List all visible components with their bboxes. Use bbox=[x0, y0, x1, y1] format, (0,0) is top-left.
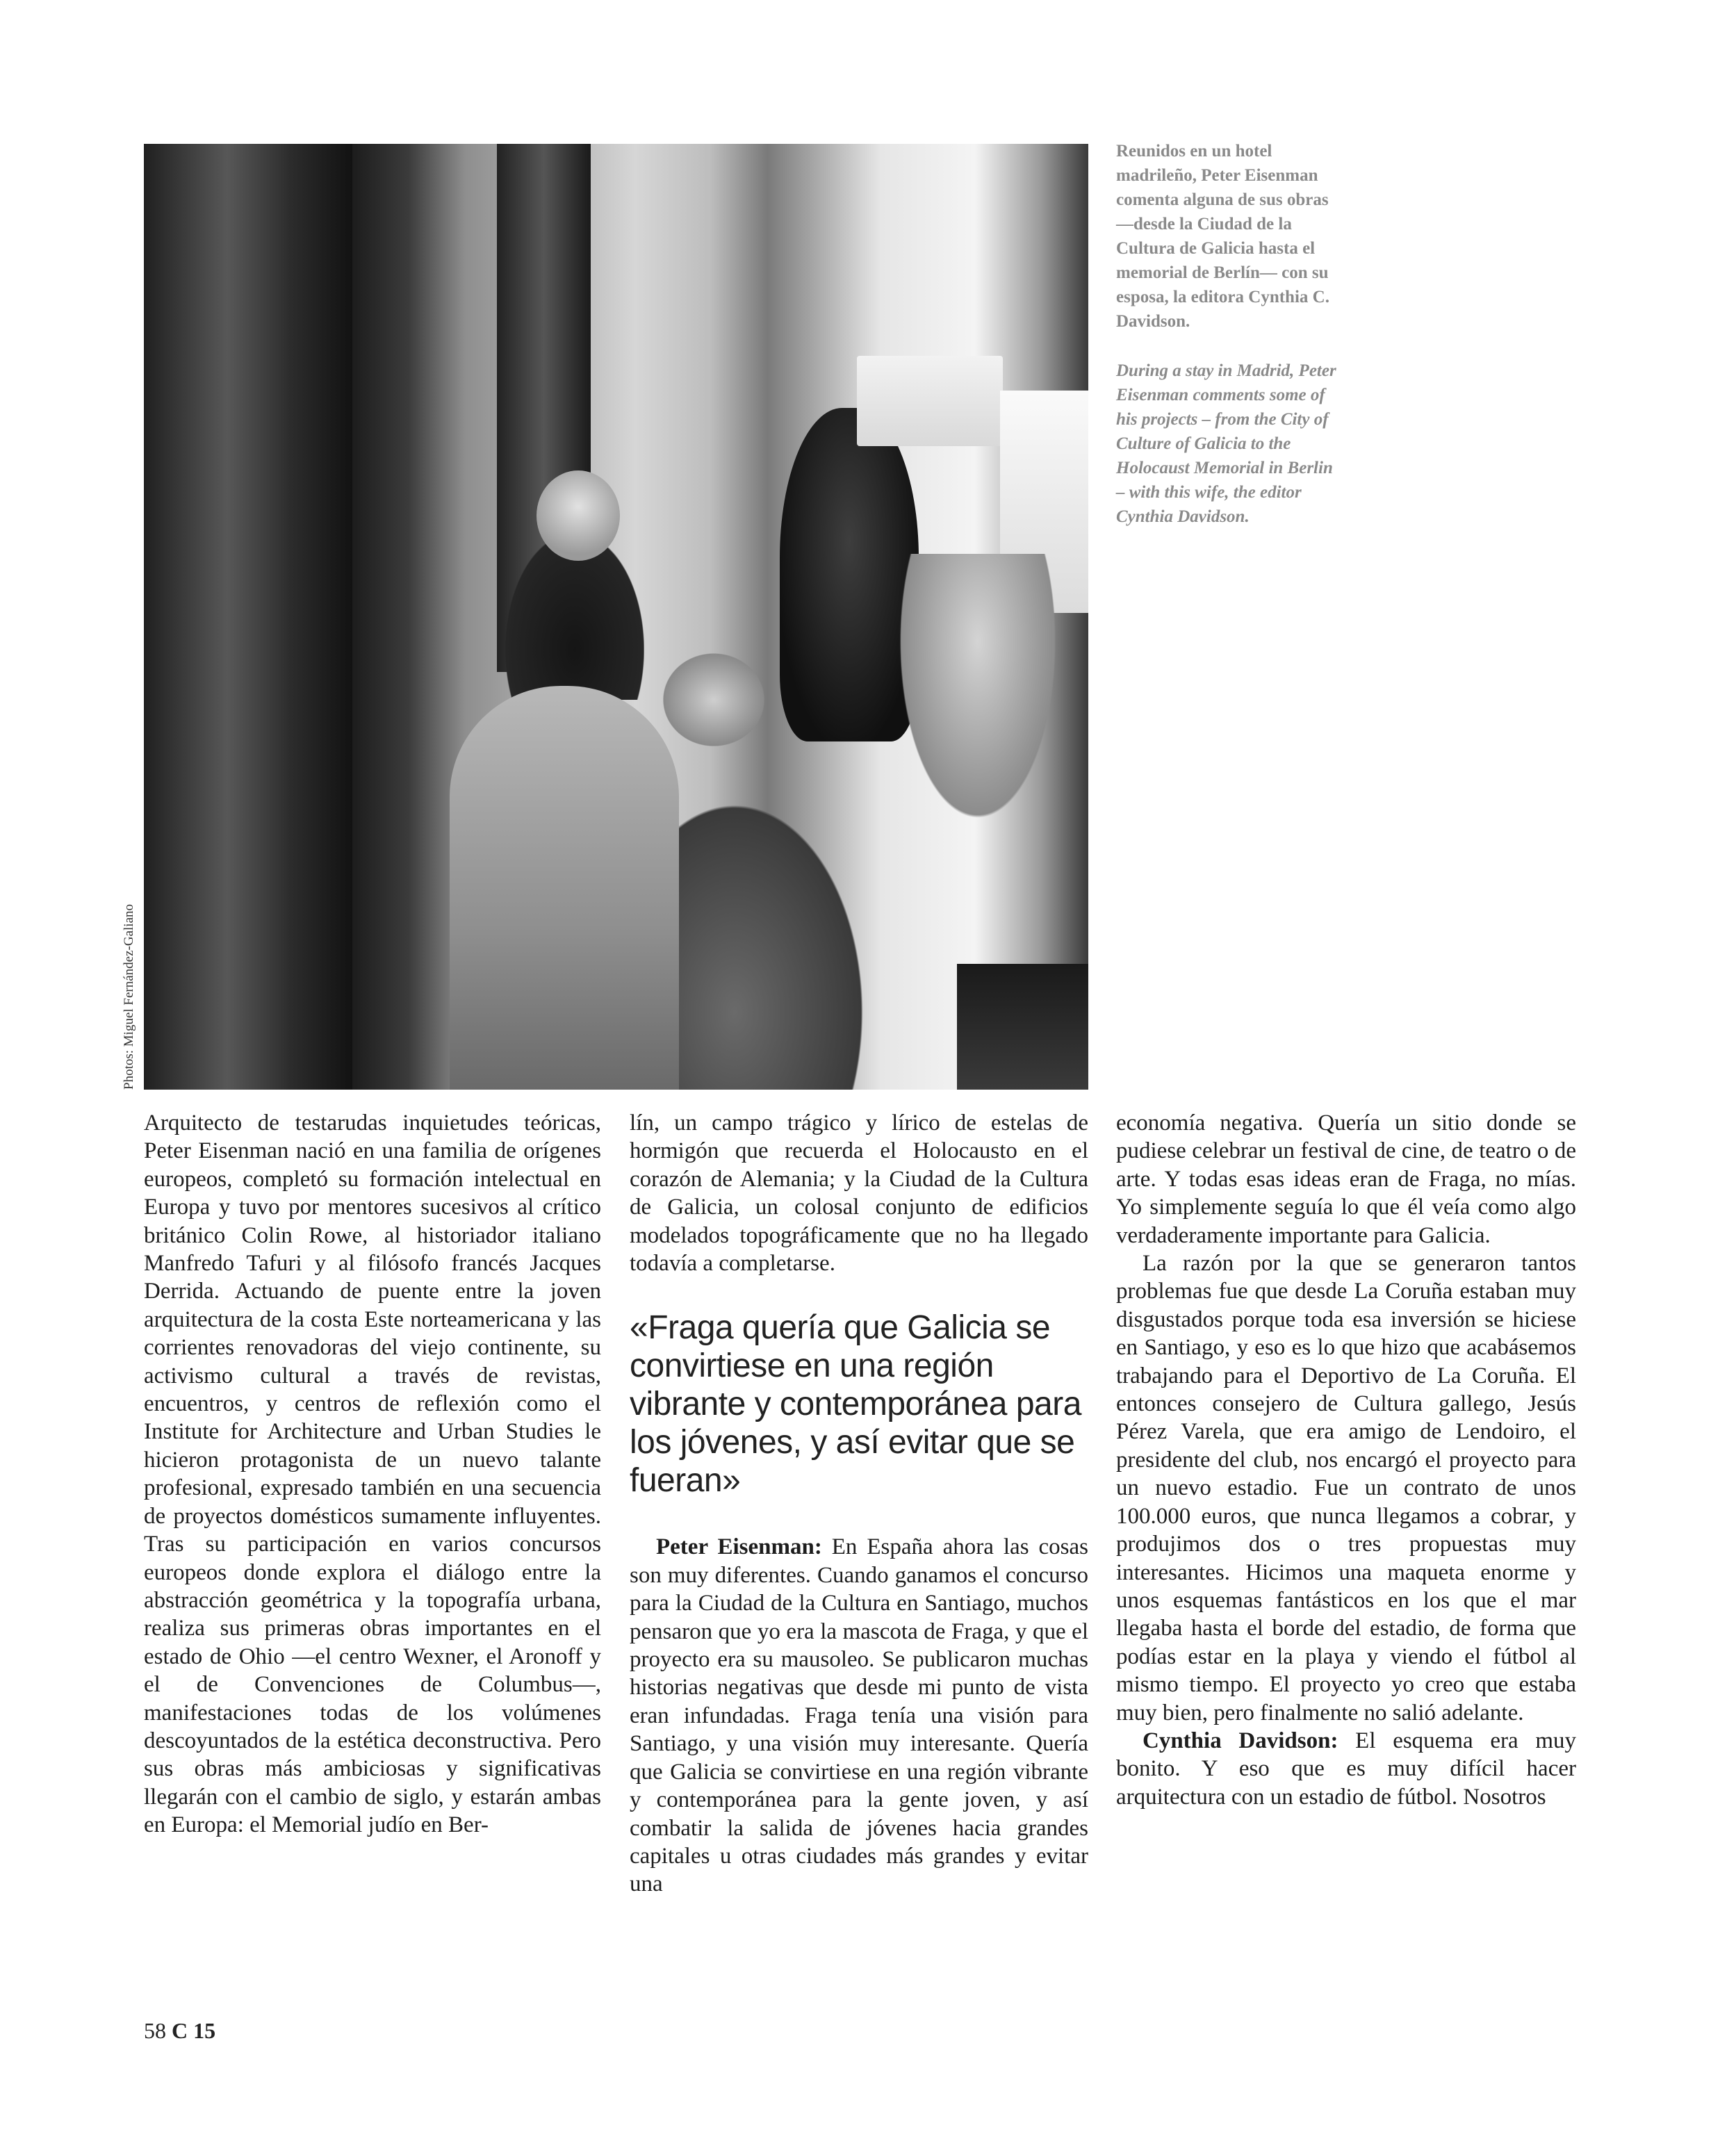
photo-pillar-left bbox=[144, 144, 352, 1090]
intro-paragraph-continued: lín, un campo trágico y lírico de estelas de hormigón que recuerda el Holocausto en el corazón de Alemania; y la Ciudad de la Cultura de Galicia, un colosal conjunto de edificios modelados topográficamente que no ha llegado todavía a completarse. bbox=[630, 1110, 1088, 1277]
interview-answer-davidson bbox=[1116, 1727, 1576, 1811]
magazine-name: C 15 bbox=[172, 2018, 216, 2043]
photo-lamp-shade bbox=[857, 356, 1003, 446]
answer-continued: economía negativa. Quería un sitio donde se pudiese celebrar un festival de cine, de teatro o de arte. Y todas esas ideas eran de Fraga, no mías. Yo simplemente seguía lo que él veía como algo verdaderamente importante para Galicia. bbox=[1116, 1110, 1576, 1248]
intro-paragraph: Arquitecto de testarudas inquietudes teóricas, Peter Eisenman nació en una familia de orígenes europeos, completó su formación intelectual en Europa y tuvo por mentores sucesivos al crítico británico Colin Rowe, al historiador italiano Manfredo Tafuri y al filósofo francés Jacques Derrida. Actuando de puente entre la joven arquitectura de la costa Este norteamericana y las corrientes renovadoras del viejo continente, su activismo cultural a través de revistas, encuentros, y centros de reflexión como el Institute for Architecture and Urban Studies le hicieron protagonista de un nuevo talante profesional, expresado también en una secuencia de proyectos domésticos sumamente influyentes. Tras su participación en varios concursos europeos donde explora el diálogo entre la abstracción geométrica y la topografía urbana, realiza sus primeras obras importantes en el estado de Ohio —el centro Wexner, el Aronoff y el de Convenciones de Columbus—, manifestaciones todas de los volúmenes descoyuntados de la estética deconstructiva. Pero sus obras más ambiciosas y significativas llegarán con el cambio de siglo, y estarán ambas en Europa: el Memorial judío en Ber- bbox=[144, 1110, 601, 1838]
interview-answer bbox=[630, 1533, 1088, 1898]
photo-eisenman-davidson bbox=[144, 144, 1088, 1090]
photo-table bbox=[957, 964, 1088, 1090]
caption-spanish: Reunidos en un hotel madrileño, Peter Eisenman comenta alguna de sus obras —desde la Ciudad de la Cultura de Galicia hasta el memorial de Berlín— con su esposa, la editora Cynthia C. Davidson. bbox=[1116, 142, 1329, 331]
speaker-name: Peter Eisenman: bbox=[656, 1534, 822, 1560]
answer-text: En España ahora las cosas son muy diferentes. Cuando ganamos el concurso para la Ciudad de la Cultura en Santiago, muchos pensaron que yo era la mascota de Fraga, y que el proyecto era su mausoleo. Se publicaron muchas historias negativas que desde mi punto de vista eran infundadas. Fraga tenía una visión para Santiago, y una visión muy interesante. Quería que Galicia se convirtiese en una región vibrante y contemporánea para la gente joven, y así combatir la salida de jóvenes hacia grandes capitales u otras ciudades más grandes y evitar una bbox=[630, 1534, 1088, 1897]
pull-quote: «Fraga quería que Galicia se convirtiese en una región vibrante y contemporánea para los jóvenes, y así evitar que se fueran» bbox=[630, 1309, 1081, 1500]
answer-text: El esquema era muy bonito. Y eso que es muy difícil hacer arquitectura con un estadio de fútbol. Nosotros bbox=[1116, 1728, 1577, 1810]
photo-armchair bbox=[450, 686, 679, 1090]
caption-english: During a stay in Madrid, Peter Eisenman comments some of his projects – from the City of Culture of Galicia to the Holocaust Memorial in Berlin – with this wife, the editor Cynthia Davidson. bbox=[1116, 361, 1336, 526]
page-folio bbox=[144, 2018, 215, 2044]
photo-man-head bbox=[537, 470, 620, 561]
page-number: 58 bbox=[144, 2018, 166, 2043]
column-2 bbox=[630, 1109, 1088, 1899]
photo-caption bbox=[1116, 139, 1345, 529]
photo-woman-figure bbox=[887, 554, 1068, 846]
photo-credit: Photos: Miguel Fernández-Galiano bbox=[122, 903, 136, 1090]
column-1 bbox=[144, 1109, 601, 1839]
column-3 bbox=[1116, 1109, 1576, 1811]
answer-paragraph: La razón por la que se generaron tantos problemas fue que desde La Coruña estaban muy disgustados porque toda esa inversión se hiciese en Santiago, y eso es lo que hizo que acabásemos trabajando para el Deportivo de La Coruña. El entonces consejero de Cultura gallego, Jesús Pérez Varela, que era amigo de Lendoiro, el presidente del club, nos encargó el proyecto para un nuevo estadio. Fue un contrato de unos 100.000 euros, que nunca llegamos a cobrar, y produjimos dos o tres propuestas muy interesantes. Hicimos una maqueta enorme y unos esquemas fantásticos en los que el mar llegaba hasta el borde del estadio, de forma que podías estar en la playa y viendo el fútbol al mismo tiempo. El proyecto yo creo que estaba muy bien, pero finalmente no salió adelante. bbox=[1116, 1251, 1576, 1725]
speaker-name: Cynthia Davidson: bbox=[1143, 1728, 1338, 1753]
